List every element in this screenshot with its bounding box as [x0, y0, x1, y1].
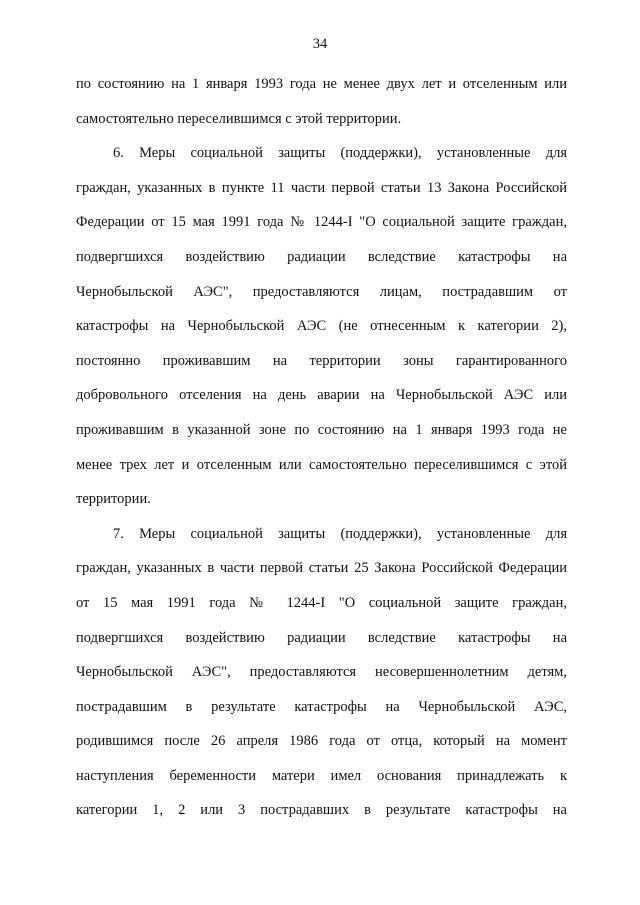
- text-line: территории.: [76, 491, 151, 508]
- text-line: проживавшим в указанной зоне по состоянию на 1 января 1993 года не: [76, 421, 567, 438]
- text-line: менее трех лет и отселенным или самостоятельно переселившимся с этой: [76, 456, 567, 473]
- text-line: граждан, указанных в пункте 11 части первой статьи 13 Закона Российской: [76, 179, 567, 196]
- text-line: от 15 мая 1991 года № 1244-I "О социальной защите граждан,: [76, 594, 567, 611]
- text-line: наступления беременности матери имел основания принадлежать к: [76, 767, 567, 784]
- text-line: подвергшихся воздействию радиации вследствие катастрофы на: [76, 629, 567, 646]
- document-body: [76, 72, 567, 833]
- text-line: Чернобыльской АЭС", предоставляются лицам, пострадавшим от: [76, 283, 567, 300]
- text-line: подвергшихся воздействию радиации вследствие катастрофы на: [76, 248, 567, 265]
- text-line: по состоянию на 1 января 1993 года не менее двух лет и отселенным или: [76, 76, 567, 92]
- text-line: категории 1, 2 или 3 пострадавших в результате катастрофы на: [76, 802, 567, 819]
- text-line: Чернобыльской АЭС", предоставляются несовершеннолетним детям,: [76, 664, 567, 681]
- text-line: родившимся после 26 апреля 1986 года от отца, который на момент: [76, 733, 567, 750]
- text-line: катастрофы на Чернобыльской АЭС (не отнесенным к категории 2),: [76, 318, 567, 335]
- text-line: пострадавшим в результате катастрофы на Чернобыльской АЭС,: [76, 698, 567, 715]
- paragraph-6-first-line: 6. Меры социальной защиты (поддержки), установленные для: [113, 145, 567, 162]
- page-number: 34: [312, 36, 328, 52]
- text-line: Федерации от 15 мая 1991 года № 1244-I "О социальной защите граждан,: [76, 214, 567, 231]
- text-line: постоянно проживавшим на территории зоны гарантированного: [76, 352, 567, 369]
- text-line: добровольного отселения на день аварии на Чернобыльской АЭС или: [76, 387, 567, 404]
- text-line: самостоятельно переселившимся с этой территории.: [76, 110, 402, 127]
- paragraph-7-first-line: 7. Меры социальной защиты (поддержки), установленные для: [113, 525, 567, 542]
- text-line: граждан, указанных в части первой статьи 25 Закона Российской Федерации: [76, 560, 567, 577]
